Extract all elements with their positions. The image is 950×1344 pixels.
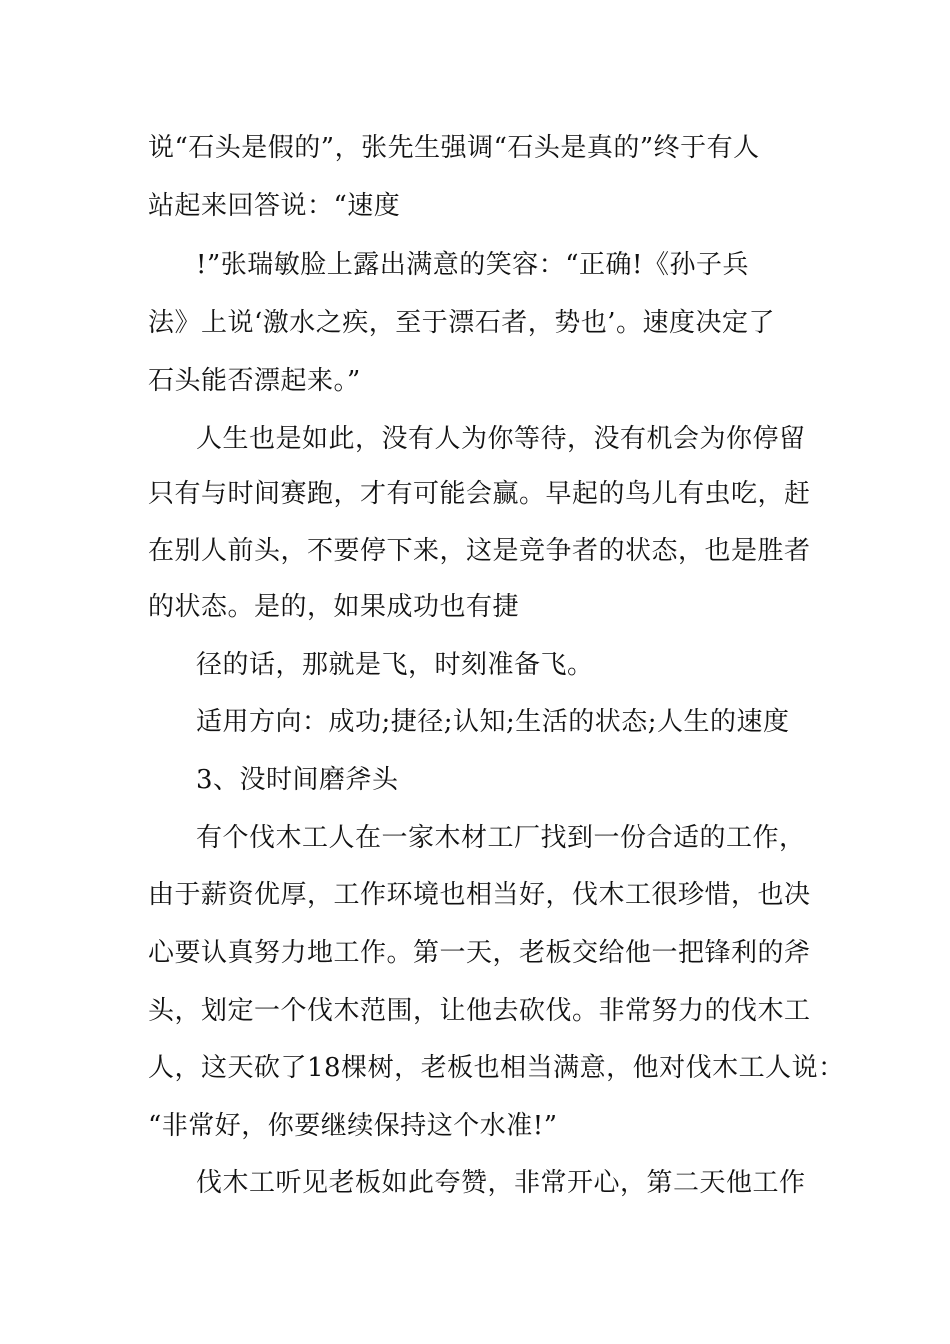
text-line: 由于薪资优厚，工作环境也相当好，伐木工很珍惜，也决 (148, 880, 811, 910)
text-line: 人，这天砍了18棵树，老板也相当满意，他对伐木工人说： (148, 1053, 845, 1083)
text-line: 的状态。是的，如果成功也有捷 (148, 592, 520, 622)
text-line: 人生也是如此，没有人为你等待，没有机会为你停留 (196, 424, 806, 454)
text-line: 伐木工听见老板如此夸赞，非常开心，第二天他工作 (196, 1168, 806, 1198)
section-heading: 3、没时间磨斧头 (196, 765, 399, 795)
text-line: 适用方向：成功;捷径;认知;生活的状态;人生的速度 (196, 707, 790, 737)
text-line: 在别人前头，不要停下来，这是竞争者的状态，也是胜者 (148, 536, 811, 566)
text-line: 心要认真努力地工作。第一天，老板交给他一把锋利的斧 (148, 938, 811, 968)
text-line: 只有与时间赛跑，才有可能会赢。早起的鸟儿有虫吃，赶 (148, 479, 811, 509)
text-line: 头，划定一个伐木范围，让他去砍伐。非常努力的伐木工 (148, 996, 811, 1026)
text-line: 径的话，那就是飞，时刻准备飞。 (196, 650, 594, 680)
text-line: 有个伐木工人在一家木材工厂找到一份合适的工作， (196, 823, 806, 853)
text-line: !”张瑞敏脸上露出满意的笑容：“正确!《孙子兵 (196, 250, 749, 280)
text-line: 法》上说‘激水之疾，至于漂石者，势也’。速度决定了 (148, 308, 776, 338)
text-line: 说“石头是假的”，张先生强调“石头是真的”终于有人 (148, 133, 760, 163)
text-line: “非常好，你要继续保持这个水准!” (148, 1111, 558, 1141)
text-line: 站起来回答说：“速度 (148, 191, 401, 221)
text-line: 石头能否漂起来。” (148, 366, 361, 396)
